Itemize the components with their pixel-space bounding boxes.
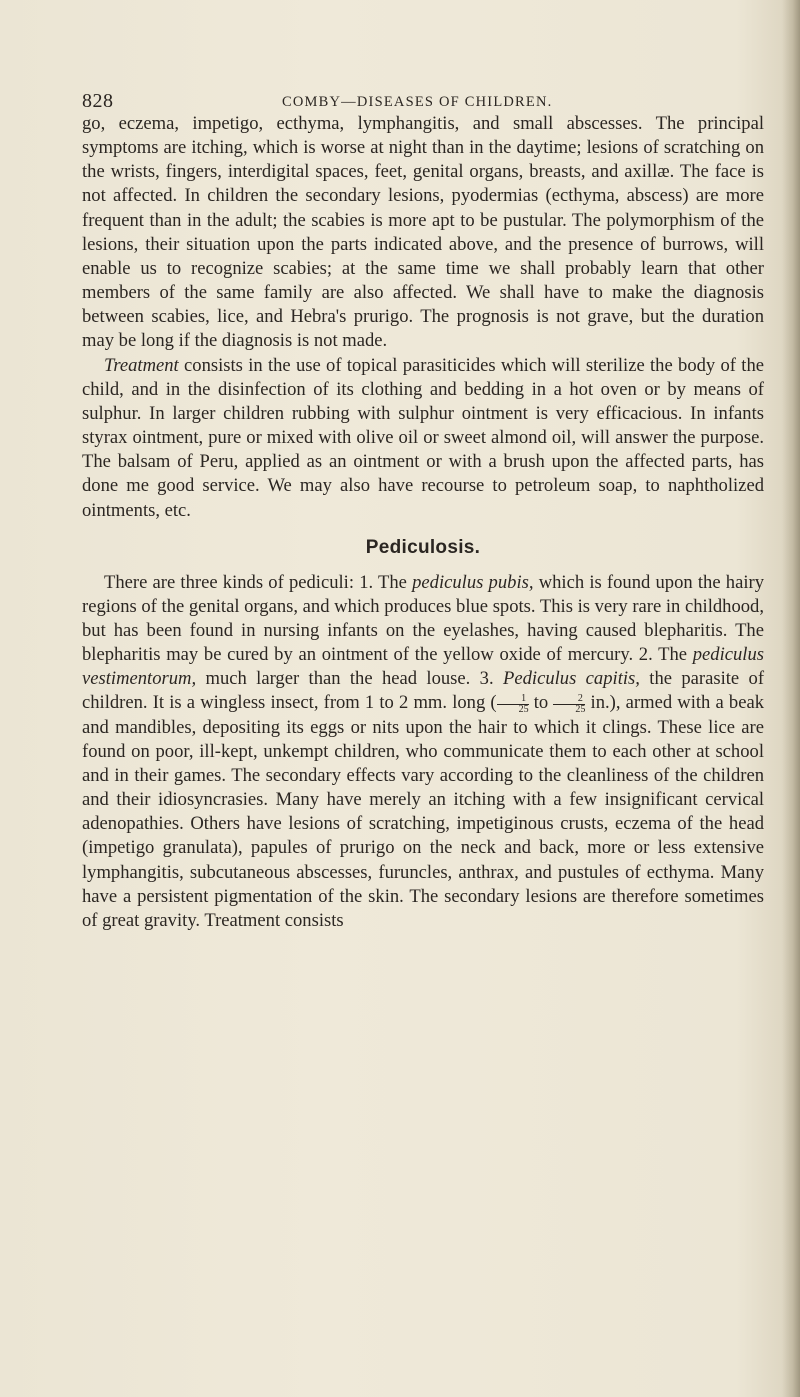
- text-run: the parasite of children. It is a wingless insect, from 1 to 2 mm. long (: [82, 668, 765, 714]
- text-run: which is found upon the hairy regions of the genital organs, and which produces blue spots. This is very rare in childhood, but has been found in nursing infants on the eyelashes, having caused blepharitis. The blepharitis may be cured by an ointment of the yellow oxide of mercury. 2. The: [82, 571, 764, 666]
- italic-term: Pediculus capitis,: [503, 668, 640, 690]
- body-text: [82, 112, 764, 933]
- running-head: COMBY—DISEASES OF CHILDREN.: [282, 94, 553, 110]
- paragraph-treatment: [82, 354, 764, 523]
- italic-term: pediculus pubis,: [412, 571, 534, 593]
- page-number: 828: [82, 90, 114, 112]
- text-run: to: [528, 692, 554, 714]
- italic-term: pediculus vestimentorum,: [82, 644, 764, 690]
- fraction: [497, 694, 529, 715]
- page-edge-shadow: [782, 0, 800, 1397]
- fraction-numerator: 1: [497, 694, 529, 705]
- fraction: [553, 694, 585, 715]
- paragraph-scabies-symptoms: go, eczema, impetigo, ecthyma, lymphangitis, and small abscesses. The principal symptoms are itching, which is worse at night than in the daytime; lesions of scratching on the wrists, fingers, interdigital spaces, feet, genital organs, breasts, and axillæ. The face is not affected. In children the secondary lesions, pyodermias (ecthyma, abscess) are more frequent than in the adult; the scabies is more apt to be pustular. The polymorphism of the lesions, their situation upon the parts indicated above, and the presence of burrows, will enable us to recognize scabies; at the same time we shall probably learn that other members of the same family are also affected. We shall have to make the diagnosis between scabies, lice, and Hebra's prurigo. The prognosis is not grave, but the duration may be long if the diagnosis is not made.: [82, 113, 764, 352]
- treatment-lead: Treatment: [104, 354, 179, 376]
- text-run: There are three kinds of pediculi: 1. The: [104, 571, 413, 593]
- fraction-denominator: 25: [575, 703, 586, 715]
- section-heading: Pediculosis.: [365, 536, 481, 558]
- text-run: much larger than the head louse. 3.: [196, 668, 503, 690]
- text-run: in.), armed with a beak and mandibles, depositing its eggs or nits upon the hair to which it clings. These lice are found on poor, ill-kept, unkempt children, who communicate them to each other at school and in their games. The secondary effects vary according to the cleanliness of the children and their idiosyncrasies. Many have merely an itching with a few insignificant cervical adenopathies. Others have lesions of scratching, impetiginous crusts, eczema of the head (impetigo granulata), papules of prurigo on the neck and back, more or less extensive lymphangitis, subcutaneous abscesses, furuncles, anthrax, and pustules of ecthyma. Many have a persistent pigmentation of the skin. The secondary lesions are therefore sometimes of great gravity. Treatment consists: [82, 692, 764, 931]
- treatment-text: consists in the use of topical parasiticides which will sterilize the body of the child, and in the disinfection of its clothing and bedding in a hot oven or by means of sulphur. In larger children rubbing with sulphur ointment is very efficacious. In infants styrax ointment, pure or mixed with olive oil or sweet almond oil, will answer the purpose. The balsam of Peru, applied as an ointment or with a brush upon the affected parts, has done me good service. We may also have recourse to petroleum soap, to naphtholized ointments, etc.: [82, 354, 764, 521]
- fraction-denominator: 25: [518, 703, 529, 715]
- fraction-numerator: 2: [553, 694, 585, 705]
- paragraph-pediculosis: [82, 571, 764, 933]
